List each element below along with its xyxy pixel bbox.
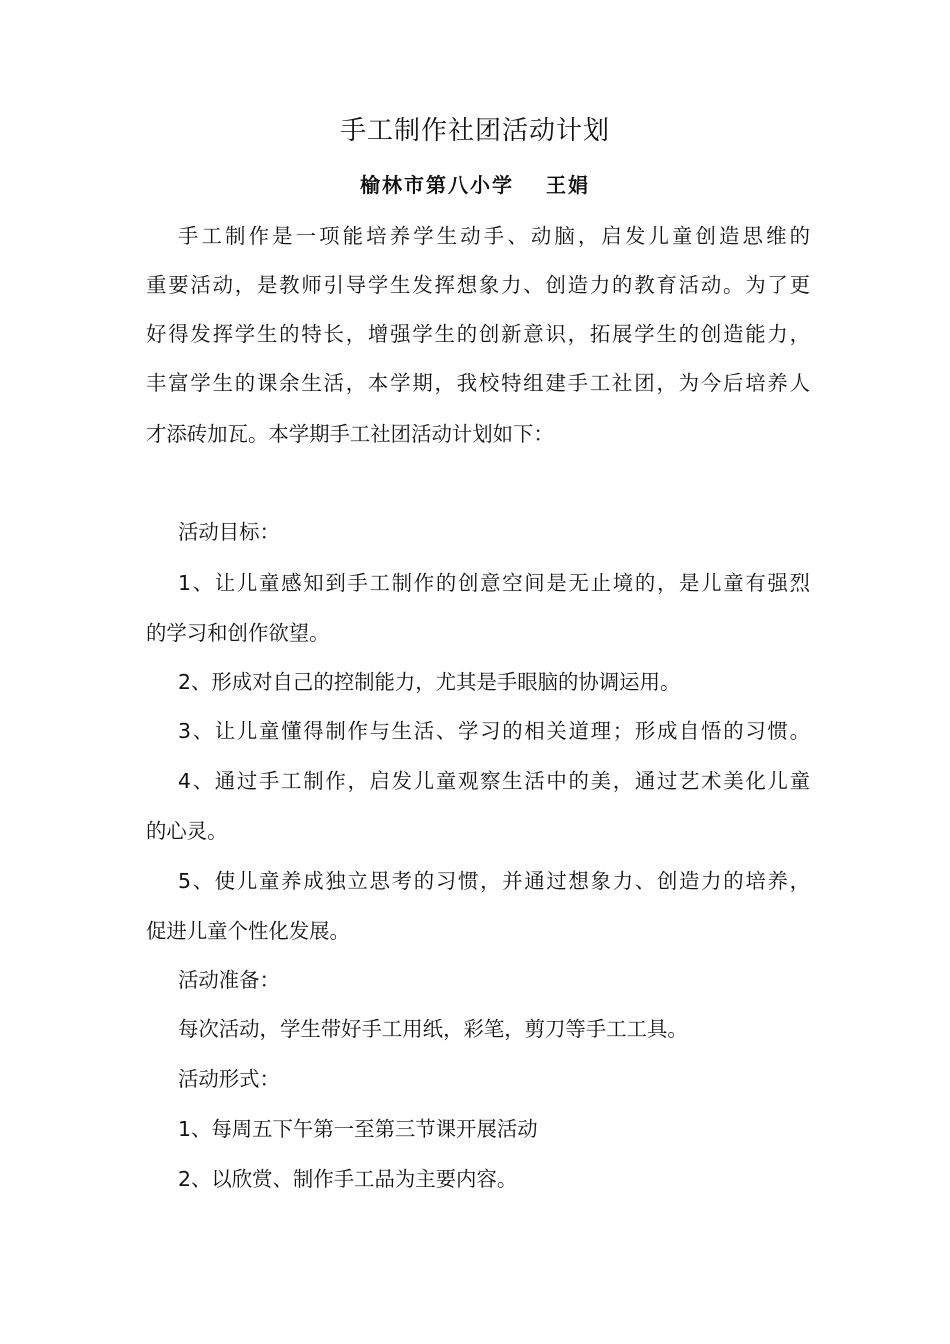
goal-line: 4、通过手工制作，启发儿童观察生活中的美，通过艺术美化儿童 — [178, 769, 810, 793]
intro-line: 好得发挥学生的特长，增强学生的创新意识，拓展学生的创造能力， — [146, 322, 810, 346]
section-heading-form: 活动形式： — [178, 1067, 280, 1091]
section-heading-preparation: 活动准备： — [178, 968, 280, 992]
intro-line: 手工制作是一项能培养学生动手、动脑，启发儿童创造思维的 — [178, 224, 810, 248]
goal-line: 5、使儿童养成独立思考的习惯，并通过想象力、创造力的培养， — [178, 869, 810, 893]
goal-line: 的学习和创作欲望。 — [146, 621, 330, 645]
school-name: 榆林市第八小学 — [360, 173, 514, 197]
goal-line: 3、让儿童懂得制作与生活、学习的相关道理；形成自悟的习惯。 — [178, 719, 810, 743]
document-title: 手工制作社团活动计划 — [339, 116, 610, 146]
section-heading-goals: 活动目标： — [178, 520, 280, 544]
author-name: 王娟 — [546, 173, 590, 197]
intro-line: 才添砖加瓦。本学期手工社团活动计划如下： — [146, 422, 554, 446]
goal-line: 的心灵。 — [146, 819, 228, 843]
intro-line: 重要活动，是教师引导学生发挥想象力、创造力的教育活动。为了更 — [146, 273, 810, 297]
intro-line: 丰富学生的课余生活，本学期，我校特组建手工社团，为今后培养人 — [146, 371, 810, 395]
form-line: 1、每周五下午第一至第三节课开展活动 — [178, 1117, 538, 1141]
goal-line: 2、形成对自己的控制能力，尤其是手眼脑的协调运用。 — [178, 670, 681, 694]
form-line: 2、以欣赏、制作手工品为主要内容。 — [178, 1167, 518, 1191]
goal-line: 促进儿童个性化发展。 — [146, 919, 350, 943]
goal-line: 1、让儿童感知到手工制作的创意空间是无止境的，是儿童有强烈 — [178, 571, 810, 595]
byline — [0, 170, 950, 200]
preparation-text: 每次活动，学生带好手工用纸，彩笔，剪刀等手工工具。 — [178, 1017, 688, 1041]
